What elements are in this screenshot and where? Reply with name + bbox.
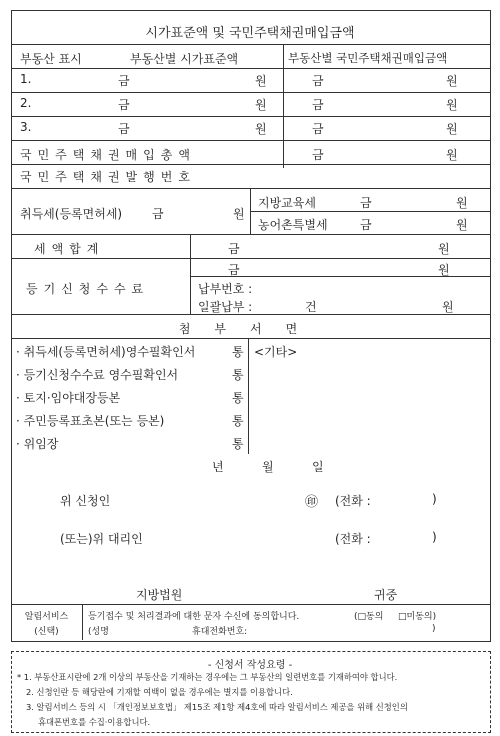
fee-amount-prefix: 금 xyxy=(228,263,240,277)
col-standard-value-header: 부동산별 시가표준액 xyxy=(130,52,239,66)
fee-label: 등기신청수수료 xyxy=(26,282,150,296)
edu-tax-label: 지방교육세 xyxy=(258,196,316,210)
attachment-item-2: · 등기신청수수료 영수필확인서 xyxy=(16,368,179,382)
date-day: 일 xyxy=(312,460,324,474)
applicant-label: 위 신청인 xyxy=(60,494,111,508)
guide-note-2: 2. 신청인란 등 해당란에 기재할 여백이 없을 경우에는 별지를 이용합니다. xyxy=(26,687,293,697)
bond-total-prefix: 금 xyxy=(312,148,324,162)
tax-total-unit: 원 xyxy=(438,242,450,256)
guide-note-4: 휴대폰번호를 수집·이용합니다. xyxy=(38,717,151,727)
guide-note-1: * 1. 부동산표시란에 2개 이상의 부동산을 기재하는 경우에는 그 부동산의 일련번호를 기재하여야 합니다. xyxy=(17,672,398,682)
seal-mark: ㊞ xyxy=(305,495,319,510)
alert-service-label: 알림서비스 xyxy=(24,612,69,622)
fee-amount-unit: 원 xyxy=(438,263,450,277)
bond-total-unit: 원 xyxy=(446,148,458,162)
row-3-no: 3. xyxy=(20,120,32,134)
alert-close: ) xyxy=(432,624,436,634)
row-3-bond-label: 금 xyxy=(312,122,324,136)
attachment-item-1-unit: 통 xyxy=(232,345,244,359)
attachments-title: 첨부서면 xyxy=(178,322,322,336)
row-2-bond-label: 금 xyxy=(312,98,324,112)
acq-tax-prefix: 금 xyxy=(152,207,164,221)
court-label: 지방법원 xyxy=(136,588,183,602)
attachment-other: <기타> xyxy=(254,345,298,359)
alert-sign-label: (성명 xyxy=(88,627,109,637)
fee-bulk-count-unit: 건 xyxy=(305,300,317,314)
alert-disagree-checkbox[interactable]: □미동의) xyxy=(398,612,437,622)
col-bond-amount-header: 부동산별 국민주택채권매입금액 xyxy=(288,51,448,65)
rural-tax-prefix: 금 xyxy=(360,218,372,232)
fee-bulk-label: 일괄납부 : xyxy=(198,300,253,314)
alert-agree-checkbox[interactable]: (□동의 xyxy=(354,612,384,622)
date-month: 월 xyxy=(262,460,274,474)
row-2-bond-unit: 원 xyxy=(446,98,458,112)
edu-tax-unit: 원 xyxy=(456,196,468,210)
fee-bulk-unit: 원 xyxy=(442,300,454,314)
attachment-item-5-unit: 통 xyxy=(232,437,244,451)
attachment-item-4-unit: 통 xyxy=(232,414,244,428)
row-1-won-unit: 원 xyxy=(255,74,267,88)
agent-phone-close: ) xyxy=(432,530,437,544)
col-property-header: 부동산 표시 xyxy=(20,52,82,66)
row-1-bond-unit: 원 xyxy=(446,74,458,88)
attachment-item-1: · 취득세(등록면허세)영수필확인서 xyxy=(16,345,196,359)
date-year: 년 xyxy=(212,460,224,474)
row-2-no: 2. xyxy=(20,96,32,110)
edu-tax-prefix: 금 xyxy=(360,196,372,210)
row-1-won-label: 금 xyxy=(118,74,130,88)
bond-issue-no-label: 국민주택채권발행번호 xyxy=(20,170,196,184)
row-1-no: 1. xyxy=(20,72,32,86)
agent-phone: (전화 : xyxy=(335,532,371,546)
row-3-won-label: 금 xyxy=(118,122,130,136)
tax-total-prefix: 금 xyxy=(228,242,240,256)
acq-tax-unit: 원 xyxy=(233,207,245,221)
guide-title: - 신청서 작성요령 - xyxy=(207,660,293,671)
alert-phone-label: 휴대전화번호: xyxy=(192,627,248,637)
attachment-item-3-unit: 통 xyxy=(232,391,244,405)
attachment-item-4: · 주민등록표초본(또는 등본) xyxy=(16,414,165,428)
acq-tax-label: 취득세(등록면허세) xyxy=(20,207,123,221)
tax-total-label: 세액합계 xyxy=(34,242,105,256)
rural-tax-label: 농어촌특별세 xyxy=(258,218,328,232)
form-title: 시가표준액 및 국민주택채권매입금액 xyxy=(145,26,355,41)
rural-tax-unit: 원 xyxy=(456,218,468,232)
agent-label: (또는)위 대리인 xyxy=(60,532,143,546)
alert-service-sublabel: (신택) xyxy=(34,627,59,637)
row-1-bond-label: 금 xyxy=(312,74,324,88)
attachment-item-2-unit: 통 xyxy=(232,368,244,382)
recipient-label: 귀중 xyxy=(374,588,398,602)
guide-note-3: 3. 알림서비스 등의 시 「개인정보보호법」 제15조 제1항 제4호에 따라 알림서비스 제공을 위해 신청인의 xyxy=(26,702,408,712)
row-3-won-unit: 원 xyxy=(255,122,267,136)
attachment-item-5: · 위임장 xyxy=(16,437,59,451)
fee-payment-no-label: 납부번호 : xyxy=(198,282,253,296)
applicant-phone-close: ) xyxy=(432,492,437,506)
applicant-phone: (전화 : xyxy=(335,494,371,508)
row-2-won-label: 금 xyxy=(118,98,130,112)
row-3-bond-unit: 원 xyxy=(446,122,458,136)
row-2-won-unit: 원 xyxy=(255,98,267,112)
bond-total-label: 국민주택채권매입총액 xyxy=(20,148,196,162)
attachment-item-3: · 토지·임야대장등본 xyxy=(16,391,121,405)
alert-consent-text: 등기접수 및 처리결과에 대한 문자 수신에 동의합니다. xyxy=(88,612,300,622)
